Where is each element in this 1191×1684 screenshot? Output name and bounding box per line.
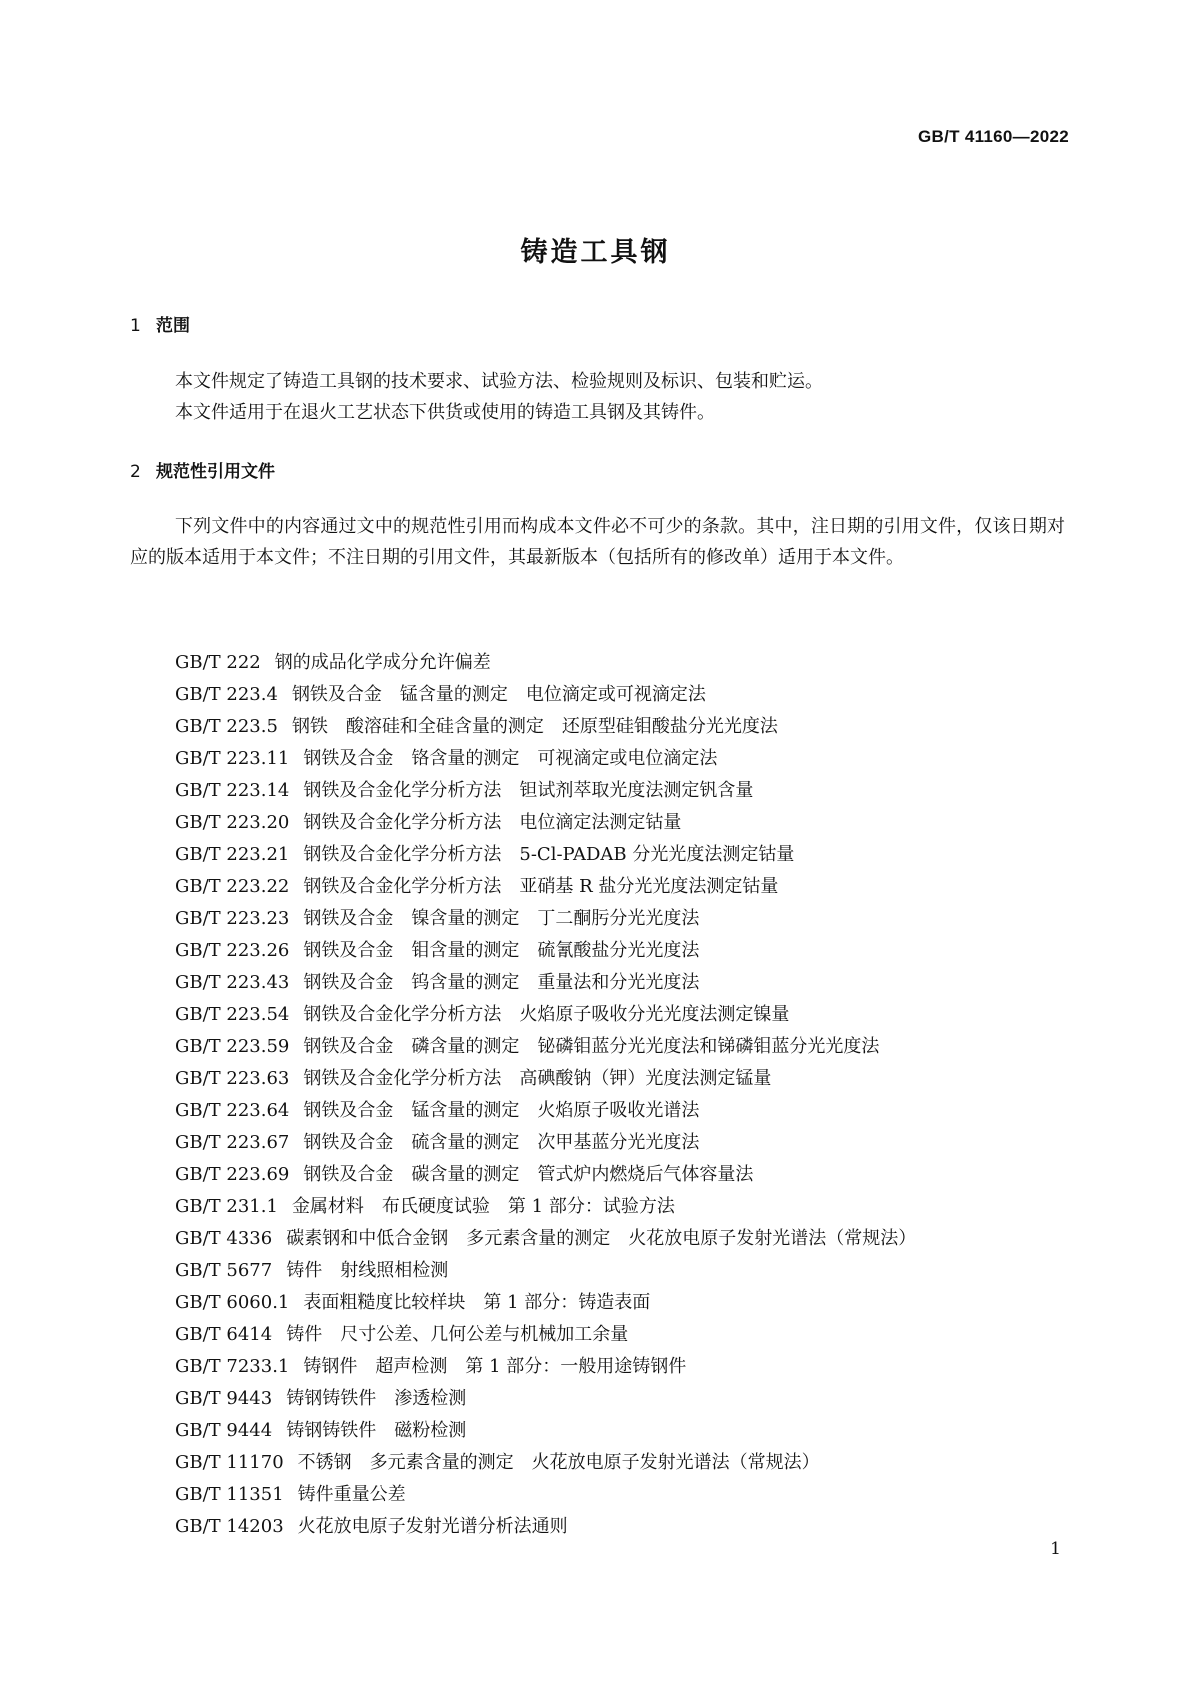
reference-title: 钢铁及合金化学分析方法 火焰原子吸收分光光度法测定镍量 (303, 1004, 790, 1025)
reference-item (175, 1447, 916, 1479)
reference-title: 钢铁及合金 硫含量的测定 次甲基蓝分光光度法 (303, 1132, 700, 1153)
paragraph: 本文件适用于在退火工艺状态下供货或使用的铸造工具钢及其铸件。 (175, 402, 715, 423)
reference-title: 碳素钢和中低合金钢 多元素含量的测定 火花放电原子发射光谱法（常规法） (286, 1228, 917, 1249)
reference-title: 火花放电原子发射光谱分析法通则 (297, 1516, 568, 1537)
reference-code: GB/T 4336 (175, 1228, 273, 1249)
reference-code: GB/T 9444 (175, 1420, 273, 1441)
reference-title: 钢的成品化学成分允许偏差 (274, 652, 491, 673)
paragraph: 下列文件中的内容通过文中的规范性引用而构成本文件必不可少的条款。其中，注日期的引用文件，仅该日期对应的版本适用于本文件；不注日期的引用文件，其最新版本（包括所有的修改单）适用于本文件。 (130, 516, 1065, 568)
document-title: 铸造工具钢 (520, 237, 671, 268)
reference-item (175, 743, 916, 775)
reference-item (175, 1255, 916, 1287)
reference-item (175, 1095, 916, 1127)
reference-title: 铸件 尺寸公差、几何公差与机械加工余量 (286, 1324, 629, 1345)
section-title: 规范性引用文件 (156, 462, 275, 482)
reference-title: 表面粗糙度比较样块 第 1 部分：铸造表面 (303, 1292, 651, 1313)
section-heading-scope (130, 311, 190, 336)
reference-code: GB/T 5677 (175, 1260, 273, 1281)
reference-code: GB/T 223.5 (175, 716, 278, 737)
reference-title: 钢铁及合金 钼含量的测定 硫氰酸盐分光光度法 (303, 940, 700, 961)
reference-title: 金属材料 布氏硬度试验 第 1 部分：试验方法 (291, 1196, 675, 1217)
reference-title: 钢铁及合金 锰含量的测定 电位滴定或可视滴定法 (291, 684, 706, 705)
reference-item (175, 1511, 916, 1543)
reference-title: 钢铁及合金化学分析方法 5-Cl-PADAB 分光光度法测定钴量 (303, 844, 795, 865)
reference-item (175, 1159, 916, 1191)
reference-title: 不锈钢 多元素含量的测定 火花放电原子发射光谱法（常规法） (297, 1452, 820, 1473)
reference-item (175, 1415, 916, 1447)
reference-title: 铸钢铸铁件 磁粉检测 (286, 1420, 467, 1441)
reference-code: GB/T 223.63 (175, 1068, 290, 1089)
reference-title: 钢铁及合金 碳含量的测定 管式炉内燃烧后气体容量法 (303, 1164, 754, 1185)
reference-item (175, 1063, 916, 1095)
reference-code: GB/T 223.11 (175, 748, 290, 769)
paragraph: 本文件规定了铸造工具钢的技术要求、试验方法、检验规则及标识、包装和贮运。 (175, 371, 823, 392)
reference-code: GB/T 231.1 (175, 1196, 278, 1217)
section-title: 范围 (156, 316, 190, 336)
section-number: 2 (130, 462, 141, 482)
reference-item (175, 1031, 916, 1063)
reference-code: GB/T 223.21 (175, 844, 290, 865)
reference-title: 钢铁及合金化学分析方法 亚硝基 R 盐分光光度法测定钴量 (303, 876, 779, 897)
reference-code: GB/T 223.4 (175, 684, 278, 705)
reference-code: GB/T 223.22 (175, 876, 290, 897)
reference-code: GB/T 223.59 (175, 1036, 290, 1057)
reference-code: GB/T 6414 (175, 1324, 273, 1345)
reference-item (175, 999, 916, 1031)
reference-title: 钢铁及合金化学分析方法 电位滴定法测定钴量 (303, 812, 682, 833)
reference-title: 钢铁及合金 铬含量的测定 可视滴定或电位滴定法 (303, 748, 718, 769)
reference-list (175, 647, 916, 1543)
reference-item (175, 1127, 916, 1159)
reference-item (175, 1383, 916, 1415)
reference-item (175, 903, 916, 935)
reference-title: 铸件 射线照相检测 (286, 1260, 449, 1281)
reference-code: GB/T 9443 (175, 1388, 273, 1409)
reference-code: GB/T 14203 (175, 1516, 284, 1537)
reference-code: GB/T 223.14 (175, 780, 290, 801)
reference-item (175, 1479, 916, 1511)
reference-item (175, 1191, 916, 1223)
scope-body (130, 366, 1065, 428)
reference-item (175, 1351, 916, 1383)
reference-title: 钢铁及合金化学分析方法 高碘酸钠（钾）光度法测定锰量 (303, 1068, 772, 1089)
reference-item (175, 1287, 916, 1319)
reference-item (175, 711, 916, 743)
reference-code: GB/T 223.20 (175, 812, 290, 833)
reference-title: 钢铁 酸溶硅和全硅含量的测定 还原型硅钼酸盐分光光度法 (291, 716, 778, 737)
reference-code: GB/T 222 (175, 652, 261, 673)
reference-code: GB/T 223.54 (175, 1004, 290, 1025)
reference-code: GB/T 223.69 (175, 1164, 290, 1185)
reference-title: 钢铁及合金 镍含量的测定 丁二酮肟分光光度法 (303, 908, 700, 929)
reference-title: 钢铁及合金 锰含量的测定 火焰原子吸收光谱法 (303, 1100, 700, 1121)
reference-code: GB/T 223.43 (175, 972, 290, 993)
reference-item (175, 871, 916, 903)
reference-code: GB/T 7233.1 (175, 1356, 290, 1377)
reference-item (175, 807, 916, 839)
reference-item (175, 1223, 916, 1255)
section-heading-normative-references (130, 457, 275, 482)
reference-item (175, 967, 916, 999)
reference-title: 铸钢铸铁件 渗透检测 (286, 1388, 467, 1409)
references-intro (130, 511, 1065, 573)
section-number: 1 (130, 316, 141, 336)
reference-item (175, 935, 916, 967)
page-number: 1 (1050, 1539, 1061, 1559)
reference-code: GB/T 11351 (175, 1484, 284, 1505)
reference-title: 铸件重量公差 (297, 1484, 406, 1505)
reference-title: 铸钢件 超声检测 第 1 部分：一般用途铸钢件 (303, 1356, 687, 1377)
standard-code: GB/T 41160—2022 (918, 127, 1069, 146)
reference-title: 钢铁及合金 钨含量的测定 重量法和分光光度法 (303, 972, 700, 993)
reference-code: GB/T 11170 (175, 1452, 284, 1473)
reference-code: GB/T 223.23 (175, 908, 290, 929)
reference-title: 钢铁及合金化学分析方法 钽试剂萃取光度法测定钒含量 (303, 780, 754, 801)
reference-item (175, 1319, 916, 1351)
reference-item (175, 679, 916, 711)
reference-item (175, 775, 916, 807)
reference-code: GB/T 223.26 (175, 940, 290, 961)
reference-code: GB/T 223.64 (175, 1100, 290, 1121)
reference-code: GB/T 6060.1 (175, 1292, 290, 1313)
reference-item (175, 647, 916, 679)
reference-item (175, 839, 916, 871)
reference-code: GB/T 223.67 (175, 1132, 290, 1153)
reference-title: 钢铁及合金 磷含量的测定 铋磷钼蓝分光光度法和锑磷钼蓝分光光度法 (303, 1036, 880, 1057)
